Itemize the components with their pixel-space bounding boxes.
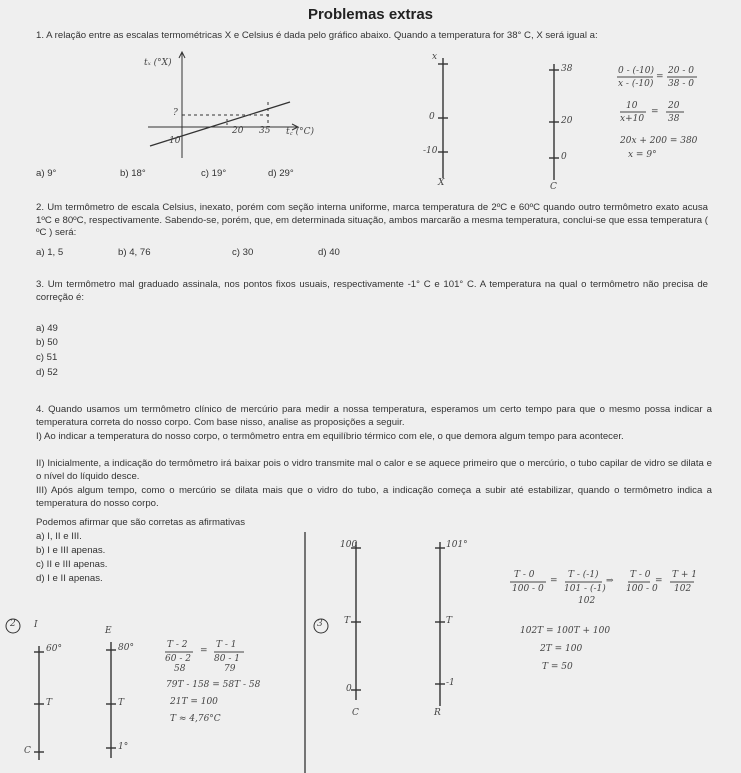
q1-work-den3: x+10	[620, 114, 645, 124]
work3-eq-line7: T = 50	[542, 662, 573, 672]
q1-scale-x-low: -10	[423, 146, 438, 156]
q1-graph-y-tick: -10	[166, 136, 181, 146]
work2-scale2-name: E	[105, 626, 112, 636]
work3-eq-line5: 102T = 100T + 100	[520, 626, 611, 636]
q1-scale-c-name: C	[550, 182, 557, 192]
q1-scale-c-top: 38	[561, 64, 573, 74]
work2-scale1-bottom: C	[24, 746, 31, 756]
q3-option-c[interactable]: c) 51	[36, 352, 58, 363]
work3-scaler-top: 101°	[446, 540, 468, 550]
q1-work-den1: x - (-10)	[618, 79, 654, 89]
q1-work-num3: 10	[626, 101, 638, 111]
q1-graph-x-label: t꜀ (°C)	[286, 127, 315, 137]
q1-scale-x-name: X	[438, 178, 445, 188]
q1-graph-x-tick-1: 20	[232, 126, 244, 136]
work3-eq-num2: T - (-1)	[568, 570, 599, 580]
work3-eq-num1: T - 0	[514, 570, 535, 580]
work2-number: 2	[10, 619, 16, 629]
work2-eq-line5: T ≈ 4,76°C	[170, 714, 221, 724]
work2-scale2-bottom: 1°	[118, 742, 129, 752]
q1-work-den4: 38	[668, 114, 680, 124]
q2-option-d[interactable]: d) 40	[318, 247, 340, 258]
work3-eq-den3: 100 - 0	[626, 584, 658, 594]
q4-option-d[interactable]: d) I e II apenas.	[36, 573, 103, 584]
q1-scale-c	[549, 64, 559, 180]
work3-eq-line6: 2T = 100	[540, 644, 583, 654]
q1-work-line6: x = 9°	[628, 150, 657, 160]
q4-option-b[interactable]: b) I e III apenas.	[36, 545, 106, 556]
q1-work-line5: 20x + 200 = 380	[620, 136, 698, 146]
work3-eq-den4: 102	[674, 584, 692, 594]
work2-scale1-name: I	[34, 620, 38, 630]
q1-option-d[interactable]: d) 29°	[268, 168, 294, 179]
q1-scale-c-mid: 20	[561, 116, 573, 126]
q1-scale-x-mid: 0	[429, 112, 435, 122]
work2-eq-num2: T - 1	[216, 640, 237, 650]
work3-scales	[351, 542, 445, 706]
q3-option-a[interactable]: a) 49	[36, 323, 58, 334]
work2-scale2-top: 80°	[118, 643, 134, 653]
q1-graph-x-tick-2: 35	[259, 126, 271, 136]
question-4-statement: 4. Quando usamos um termômetro clínico de mercúrio para medir a nossa temperatura, esperamos um certo tempo para que o mesmo possa indicar a temperatura correta do nosso corpo. Com base nisso, analise as proposições a seguir.	[36, 404, 712, 428]
work3-eq-den1: 100 - 0	[512, 584, 544, 594]
work2-eq-den2-val: 79	[224, 664, 236, 674]
q1-work-den2: 38 - 0	[668, 79, 694, 89]
work3-scalec-bottom: 0	[346, 684, 352, 694]
q1-scale-x-top: x	[432, 52, 438, 62]
work3-scalec-name: C	[352, 708, 359, 718]
q1-option-c[interactable]: c) 19°	[201, 168, 227, 179]
q1-scale-x	[438, 58, 448, 178]
work3-scaler-name: R	[434, 708, 441, 718]
q1-work-num2: 20 - 0	[668, 66, 694, 76]
work2-eq-line3: 79T - 158 = 58T - 58	[166, 680, 261, 690]
q1-graph-question: ?	[173, 108, 178, 118]
work2-eq-den2: 80 - 1	[214, 654, 240, 664]
q3-option-b[interactable]: b) 50	[36, 337, 58, 348]
question-3-text: 3. Um termômetro mal graduado assinala, nos pontos fixos usuais, respectivamente -1° C e 101° C. A temperatura na qual o termômetro não precisa de correção é:	[36, 279, 708, 303]
work3-scaler-mid: T	[446, 616, 453, 626]
work2-scale1-top: 60°	[46, 644, 62, 654]
work2-eq-num1: T - 2	[167, 640, 188, 650]
q1-work-num4: 20	[668, 101, 680, 111]
work2-scale2-mid: T	[118, 698, 125, 708]
work3-eq-num4: T + 1	[672, 570, 697, 580]
question-4-prompt: Podemos afirmar que são corretas as afirmativas	[36, 517, 246, 528]
work3-number: 3	[317, 619, 323, 629]
work3-eq-num3: T - 0	[630, 570, 651, 580]
worksheet-page: Problemas extras 1. A relação entre as escalas termométricas X e Celsius é dada pelo gráfico abaixo. Quando a temperatura for 38° C, X será igual a: tₓ (°X) t꜀ (°C) -10 ? 20 35 a) 9° b) 18° c) 19° d) 29° x 0 -10 X 38 20 0 C 0 - (-10) x - (-10) = 20 - 0 38 - 0 10 x+10 = 20 38 20x + 200 = 380 x = 9° 2. Um termômetro de escala Celsius, inexato, porém com seção interna uniforme, marca temperatura de 2ºC e 60ºC quando outro termômetro exato acusa 1ºC e 80ºC, respectivamente. Sabendo-se, porém, que, em determinada situação, ambos marcarão a mesma temperatura, conclui-se que essa temperatura ( ºC ) será: a) 1, 5 b) 4, 76 c) 30 d) 40 3. Um termômetro mal graduado assinala, nos pontos fixos usuais, respectivamente -1° C e 101° C. A temperatura na qual o termômetro não precisa de correção é: a) 49 b) 50 c) 51 d) 52 4. Quando usamos um termômetro clínico de mercúrio para medir a nossa temperatura, esperamos um certo tempo para que o mesmo possa indicar a temperatura correta do nosso corpo. Com base nisso, analise as proposições a seguir. I) Ao indicar a temperatura do nosso corpo, o termômetro entra em equilíbrio térmico com ele, o que demora algum tempo para acontecer. II) Inicialmente, a indicação do termômetro irá baixar pois o vidro transmite mal o calor e se aquece primeiro que o mercúrio, o tubo capilar de vidro se dilata e o nível do líquido desce. III) Após algum tempo, como o mercúrio se dilata mais que o vidro do tubo, a indicação começa a subir até estabilizar, quando o termômetro indica a temperatura do nosso corpo. Podemos afirmar que são corretas as afirmativas a) I, II e III. b) I e III apenas. c) II e III apenas. d) I e II apenas. 2 I 60° T C E 80° T 1° T - 2 60 - 2 = T - 1 80 - 1 58 79 79T - 158 = 58T - 58 21T = 100 T ≈ 4,76°C 3 100 T 0 C 101° T -1 R T - 0 100 - 0 = T - (-1) 101 - (-1) 102 ⇒ T - 0 100 - 0 = T + 1 102 102T = 100T + 100 2T = 100 T = 50	[0, 0, 741, 773]
work2-eq-line4: 21T = 100	[170, 697, 218, 707]
q3-option-d[interactable]: d) 52	[36, 367, 58, 378]
q2-option-b[interactable]: b) 4, 76	[118, 247, 151, 258]
page-title: Problemas extras	[307, 6, 434, 23]
work2-eq-den1: 60 - 2	[165, 654, 191, 664]
work3-scalec-mid: T	[344, 616, 351, 626]
q1-option-b[interactable]: b) 18°	[120, 168, 146, 179]
q4-option-a[interactable]: a) I, II e III.	[36, 531, 82, 542]
q2-option-c[interactable]: c) 30	[232, 247, 254, 258]
q1-scale-c-low: 0	[561, 152, 567, 162]
question-4-proposition-2: II) Inicialmente, a indicação do termômetro irá baixar pois o vidro transmite mal o calor e se aquece primeiro que o mercúrio, o tubo capilar de vidro se dilata e o nível do líquido desce.	[36, 458, 712, 482]
work2-eq-den1-val: 58	[174, 664, 186, 674]
work3-scalec-top: 100	[340, 540, 358, 550]
work3-eq-den2: 101 - (-1)	[564, 584, 606, 594]
question-4-proposition-3: III) Após algum tempo, como o mercúrio se dilata mais que o vidro do tubo, a indicação começa a subir até estabilizar, quando o termômetro indica a temperatura do nosso corpo.	[36, 485, 712, 509]
question-1-text: 1. A relação entre as escalas termométricas X e Celsius é dada pelo gráfico abaixo. Quando a temperatura for 38° C, X será igual a:	[36, 30, 598, 41]
question-2-text: 2. Um termômetro de escala Celsius, inexato, porém com seção interna uniforme, marca temperatura de 2ºC e 60ºC quando outro termômetro exato acusa 1ºC e 80ºC, respectivamente. Sabendo-se, porém, que, em determinada situação, ambos marcarão a mesma temperatura, conclui-se que essa temperatura ( ºC ) será:	[36, 202, 708, 239]
work2-scale1-mid: T	[46, 698, 53, 708]
q2-option-a[interactable]: a) 1, 5	[36, 247, 64, 258]
q4-option-c[interactable]: c) II e III apenas.	[36, 559, 108, 570]
q1-work-num1: 0 - (-10)	[618, 66, 655, 76]
work3-scaler-bottom: -1	[446, 678, 455, 688]
work3-eq-den2-val: 102	[578, 596, 596, 606]
q1-option-a[interactable]: a) 9°	[36, 168, 57, 179]
question-4-proposition-1: I) Ao indicar a temperatura do nosso corpo, o termômetro entra em equilíbrio térmico com ele, o que demora algum tempo para acontecer.	[36, 431, 624, 442]
q1-graph-y-label: tₓ (°X)	[144, 58, 172, 68]
